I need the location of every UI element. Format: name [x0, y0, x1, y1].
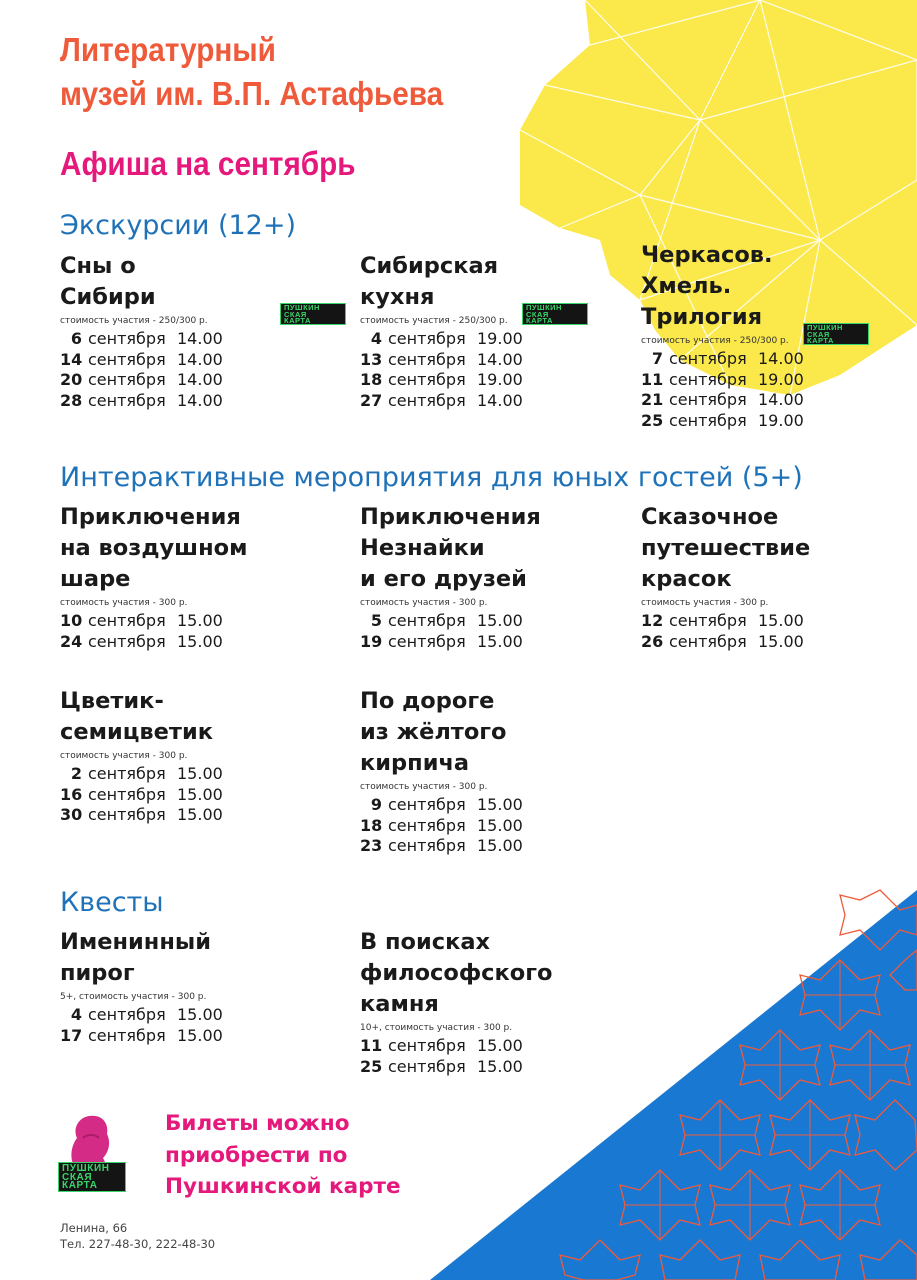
schedule-day: 13: [360, 349, 383, 369]
section-interactive: Интерактивные мероприятия для юных гостей (5+): [60, 462, 803, 493]
event-title-line: кирпича: [360, 750, 470, 776]
price-row: [60, 748, 223, 764]
schedule-day: 27: [360, 390, 383, 410]
schedule-row: [360, 1036, 552, 1057]
price-row: [641, 595, 810, 611]
event-title: [60, 686, 223, 748]
schedule-time: 19.00: [758, 369, 804, 389]
event-title: [641, 502, 810, 595]
schedule-row: [360, 836, 523, 857]
event-title-line: камня: [360, 991, 439, 1017]
schedule-month: сентября: [388, 795, 466, 814]
schedule-day: 4: [70, 1005, 82, 1024]
event-card: [360, 686, 523, 857]
schedule-time: 19.00: [477, 329, 523, 348]
museum-title: [60, 28, 443, 116]
schedule-row: [360, 350, 523, 371]
schedule-row: [360, 391, 523, 412]
phones: Тел. 227-48-30, 222-48-30: [60, 1237, 216, 1251]
schedule-row: [60, 370, 223, 391]
schedule-row: [360, 329, 523, 350]
schedule-row: [360, 816, 523, 837]
event-card: [60, 686, 223, 826]
schedule-row: [641, 370, 804, 391]
schedule-month: сентября: [388, 836, 466, 855]
schedule-month: сентября: [669, 349, 747, 368]
schedule-month: сентября: [88, 805, 166, 824]
schedule-day: 16: [60, 784, 83, 804]
event-title-line: пирог: [60, 960, 135, 986]
event-title: [60, 251, 223, 313]
schedule-month: сентября: [388, 1056, 466, 1076]
event-title-line: и его друзей: [360, 566, 527, 592]
schedule-day: 21: [641, 390, 664, 409]
schedule-time: 14.00: [477, 349, 523, 369]
schedule-time: 19.00: [758, 410, 804, 430]
schedule-day: 5: [370, 611, 382, 630]
schedule-day: 24: [60, 631, 83, 651]
schedule-month: сентября: [669, 410, 747, 430]
schedule-day: 4: [370, 329, 382, 348]
schedule-row: [60, 632, 247, 653]
schedule-day: 12: [641, 611, 664, 630]
schedule-day: 23: [360, 836, 383, 855]
event-card: [60, 251, 320, 411]
schedule-month: сентября: [388, 329, 466, 348]
event-card: [60, 502, 247, 652]
schedule-time: 15.00: [477, 836, 523, 855]
schedule-time: 14.00: [177, 390, 223, 410]
price-row: [60, 303, 320, 329]
schedule-day: 19: [360, 631, 383, 651]
schedule-month: сентября: [88, 370, 166, 389]
schedule-day: 11: [641, 369, 664, 389]
schedule-time: 15.00: [477, 631, 523, 651]
schedule-row: [60, 611, 247, 632]
schedule-day: 14: [60, 349, 83, 369]
event-title-line: красок: [641, 566, 732, 592]
event-title: [360, 251, 523, 313]
schedule-row: [60, 1026, 223, 1047]
event-title-line: Приключения: [60, 504, 241, 530]
schedule-row: [641, 611, 810, 632]
schedule-month: сентября: [388, 1036, 466, 1055]
schedule-time: 15.00: [477, 795, 523, 814]
event-title-line: семицветик: [60, 719, 214, 745]
event-price: стоимость участия - 250/300 р.: [641, 336, 789, 346]
schedule-time: 14.00: [758, 349, 804, 368]
schedule-month: сентября: [388, 611, 466, 630]
price-row: [360, 303, 562, 329]
schedule-month: сентября: [88, 390, 166, 410]
price-row: [360, 779, 523, 795]
schedule-day: 10: [60, 611, 83, 630]
event-price: стоимость участия - 300 р.: [360, 598, 488, 608]
schedule-time: 19.00: [477, 370, 523, 389]
pushkin-card-logo: ПУШКИН СКАЯ КАРТА: [58, 1162, 126, 1192]
schedule-row: [360, 632, 541, 653]
price-row: [60, 595, 247, 611]
event-title-line: Хмель.: [641, 273, 732, 299]
schedule-row: [60, 764, 223, 785]
schedule-time: 14.00: [177, 370, 223, 389]
schedule-month: сентября: [88, 1005, 166, 1024]
event-title-line: В поисках: [360, 929, 491, 955]
schedule-day: 25: [641, 410, 664, 430]
schedule-time: 14.00: [177, 329, 223, 348]
schedule-row: [60, 785, 223, 806]
schedule-time: 15.00: [477, 815, 523, 835]
museum-title-line1: Литературный: [60, 31, 276, 68]
schedule-month: сентября: [388, 370, 466, 389]
event-title-line: философского: [360, 960, 553, 986]
schedule-month: сентября: [669, 611, 747, 630]
event-title: [60, 502, 247, 595]
schedule-day: 30: [60, 805, 83, 824]
event-title: [360, 502, 541, 595]
event-title-line: из жёлтого: [360, 719, 507, 745]
schedule-row: [641, 349, 804, 370]
schedule-month: сентября: [388, 349, 466, 369]
schedule-row: [60, 329, 223, 350]
schedule-time: 15.00: [177, 611, 223, 630]
schedule-day: 26: [641, 631, 664, 651]
schedule-day: 6: [70, 329, 82, 348]
schedule-day: 18: [360, 370, 383, 389]
schedule-month: сентября: [388, 815, 466, 835]
schedule-day: 20: [60, 370, 83, 389]
pushkin-card-badge: ПУШКИН СКАЯ КАРТА: [522, 303, 588, 325]
schedule-day: 11: [360, 1036, 383, 1055]
event-title-line: По дороге: [360, 688, 495, 714]
event-card: [641, 240, 843, 431]
event-title-line: кухня: [360, 284, 435, 310]
schedule-row: [60, 391, 223, 412]
schedule-row: [60, 805, 223, 826]
schedule-row: [60, 1005, 223, 1026]
schedule-time: 14.00: [177, 349, 223, 369]
event-card: [360, 927, 552, 1077]
event-card: [60, 927, 223, 1046]
pushkin-card-badge: ПУШКИН СКАЯ КАРТА: [280, 303, 346, 325]
schedule-time: 15.00: [477, 611, 523, 630]
schedule-month: сентября: [388, 631, 466, 651]
schedule-month: сентября: [669, 390, 747, 409]
event-title-line: Сибирская: [360, 253, 499, 279]
schedule-time: 14.00: [477, 390, 523, 410]
event-title-line: Сибири: [60, 284, 156, 310]
schedule-day: 7: [651, 349, 663, 368]
schedule-time: 15.00: [177, 764, 223, 783]
schedule-month: сентября: [388, 390, 466, 410]
event-price: стоимость участия - 250/300 р.: [60, 316, 208, 326]
event-title-line: Черкасов.: [641, 242, 773, 268]
event-title: [641, 240, 804, 333]
event-title-line: Незнайки: [360, 535, 485, 561]
schedule-row: [360, 611, 541, 632]
price-row: [60, 989, 223, 1005]
schedule-time: 15.00: [177, 1025, 223, 1045]
event-title-line: Цветик-: [60, 688, 164, 714]
event-card: [360, 251, 562, 411]
section-quests: Квесты: [60, 887, 164, 918]
schedule-row: [60, 350, 223, 371]
event-card: [641, 502, 810, 652]
section-excursions: Экскурсии (12+): [60, 210, 296, 241]
schedule-month: сентября: [88, 611, 166, 630]
event-title-line: Трилогия: [641, 304, 763, 330]
schedule-row: [360, 795, 523, 816]
schedule-month: сентября: [669, 369, 747, 389]
event-title-line: Сны о: [60, 253, 136, 279]
event-price: 5+, стоимость участия - 300 р.: [60, 992, 207, 1002]
event-card: [360, 502, 541, 652]
event-price: стоимость участия - 300 р.: [60, 751, 188, 761]
event-title-line: Приключения: [360, 504, 541, 530]
event-price: стоимость участия - 300 р.: [360, 782, 488, 792]
schedule-row: [641, 411, 804, 432]
schedule-time: 15.00: [477, 1036, 523, 1055]
event-price: стоимость участия - 300 р.: [641, 598, 769, 608]
event-title-line: Сказочное: [641, 504, 779, 530]
schedule-month: сентября: [88, 764, 166, 783]
pushkin-card-badge: ПУШКИН СКАЯ КАРТА: [803, 323, 869, 345]
price-row: [360, 1020, 552, 1036]
schedule-month: сентября: [88, 784, 166, 804]
contacts-footer: [60, 1220, 215, 1252]
schedule-day: 18: [360, 815, 383, 835]
museum-title-line2: музей им. В.П. Астафьева: [60, 75, 444, 112]
schedule-day: 2: [70, 764, 82, 783]
schedule-row: [641, 390, 804, 411]
schedule-day: 17: [60, 1025, 83, 1045]
schedule-time: 15.00: [177, 784, 223, 804]
afisha-heading: Афиша на сентябрь: [60, 145, 356, 182]
event-title: [60, 927, 223, 989]
event-title-line: на воздушном: [60, 535, 248, 561]
price-row: [641, 323, 843, 349]
event-title-line: Именинный: [60, 929, 211, 955]
event-title: [360, 686, 523, 779]
schedule-time: 15.00: [477, 1056, 523, 1076]
schedule-time: 14.00: [758, 390, 804, 409]
event-price: стоимость участия - 250/300 р.: [360, 316, 508, 326]
schedule-month: сентября: [88, 1025, 166, 1045]
schedule-row: [360, 1057, 552, 1078]
schedule-month: сентября: [88, 349, 166, 369]
schedule-day: 28: [60, 390, 83, 410]
schedule-row: [360, 370, 523, 391]
schedule-month: сентября: [88, 631, 166, 651]
schedule-month: сентября: [669, 631, 747, 651]
event-price: стоимость участия - 300 р.: [60, 598, 188, 608]
schedule-time: 15.00: [177, 1005, 223, 1024]
price-row: [360, 595, 541, 611]
schedule-day: 9: [370, 795, 382, 814]
event-price: 10+, стоимость участия - 300 р.: [360, 1023, 513, 1033]
schedule-time: 15.00: [177, 631, 223, 651]
address: Ленина, 66: [60, 1221, 128, 1235]
schedule-time: 15.00: [177, 805, 223, 824]
event-title: [360, 927, 552, 1020]
schedule-day: 25: [360, 1056, 383, 1076]
event-title-line: путешествие: [641, 535, 811, 561]
schedule-month: сентября: [88, 329, 166, 348]
schedule-time: 15.00: [758, 631, 804, 651]
schedule-row: [641, 632, 810, 653]
event-title-line: шаре: [60, 566, 131, 592]
tickets-note: Билеты можно приобрести по Пушкинской карте: [165, 1111, 401, 1199]
schedule-time: 15.00: [758, 611, 804, 630]
